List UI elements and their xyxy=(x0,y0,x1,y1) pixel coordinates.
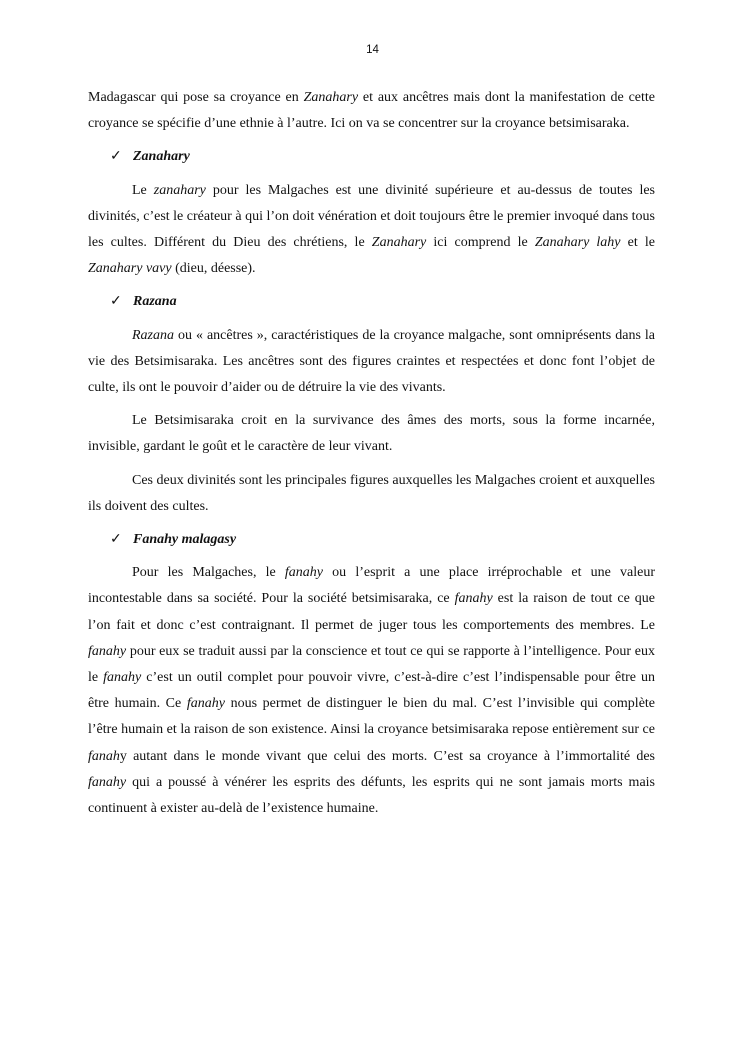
section-heading-razana: ✓ Razana xyxy=(110,289,655,315)
italic-term: Zanahary xyxy=(371,235,427,251)
italic-term: fanahy xyxy=(454,591,493,607)
zanahary-paragraph: Le zanahary pour les Malgaches est une divinité supérieure et au-dessus de toutes les divinités, c’est le créateur à qui l’on doit vénération et doit toujours être le premier invoqué dans tous les cultes. Différent du Dieu des chrétiens, le Zanahary ici comprend le Zanahary lahy et le Zanahary vavy (dieu, déesse). xyxy=(88,182,656,277)
document-body xyxy=(88,85,655,822)
fanahy-paragraph: Pour les Malgaches, le fanahy ou l’esprit a une place irréprochable et une valeur incontestable dans sa société. Pour la société betsimisaraka, ce fanahy est la raison de tout ce que l’on fait et donc c’est contraignant. Il permet de juger tous les comportements des membres. Le fanahy pour eux se traduit aussi par la conscience et tout ce qui se rapporte à l’intelligence. Pour eux le fanahy c’est un outil complet pour pouvoir vivre, c’est-à-dire c’est l’indispensable pour être un être humain. Ce fanahy nous permet de distinguer le bien du mal. C’est l’invisible qui complète l’être humain et la raison de son existence. Ainsi la croyance betsimisaraka repose entièrement sur ce fanahy autant dans le monde vivant que celui des morts. C’est sa croyance à l’immortalité des fanahy qui a poussé à vénérer les esprits des défunts, les esprits qui ne sont jamais morts mais continuent à exister au-delà de l’existence humaine. xyxy=(88,565,656,817)
italic-term: fanah xyxy=(88,748,120,764)
page-number: 14 xyxy=(366,44,379,56)
italic-term: zanahary xyxy=(153,182,206,198)
italic-term: Zanahary xyxy=(303,90,359,105)
section-heading-fanahy: ✓ Fanahy malagasy xyxy=(110,527,655,553)
divinites-paragraph: Ces deux divinités sont les principales figures auxquelles les Malgaches croient et auxquelles ils doivent des cultes. xyxy=(88,472,655,514)
italic-term: Razana xyxy=(132,327,174,343)
italic-term: fanahy xyxy=(284,565,323,581)
checkmark-icon: ✓ xyxy=(110,149,122,165)
italic-term: Zanahary vavy xyxy=(88,261,172,277)
italic-term: fanahy xyxy=(103,670,142,686)
checkmark-icon: ✓ xyxy=(110,532,122,548)
razana-paragraph: Razana ou « ancêtres », caractéristiques de la croyance malgache, sont omniprésents dans la vie des Betsimisaraka. Les ancêtres sont des figures craintes et respectées et donc font l’objet de culte, ils ont le pouvoir d’aider ou de détruire la vie des vivants. xyxy=(88,327,655,396)
intro-paragraph: Madagascar qui pose sa croyance en Zanahary et aux ancêtres mais dont la manifestation de cette croyance se spécifie d’une ethnie à l’autre. Ici on va se concentrer sur la croyance betsimisaraka. xyxy=(88,90,655,132)
italic-term: Zanahary lahy xyxy=(534,235,621,251)
italic-term: fanahy xyxy=(88,774,127,790)
section-heading-zanahary: ✓ Zanahary xyxy=(110,144,655,170)
checkmark-icon: ✓ xyxy=(110,294,122,310)
survivance-paragraph: Le Betsimisaraka croit en la survivance des âmes des morts, sous la forme incarnée, invisible, gardant le goût et le caractère de leur vivant. xyxy=(88,413,655,455)
italic-term: fanahy xyxy=(88,643,127,659)
italic-term: fanahy xyxy=(186,696,225,712)
